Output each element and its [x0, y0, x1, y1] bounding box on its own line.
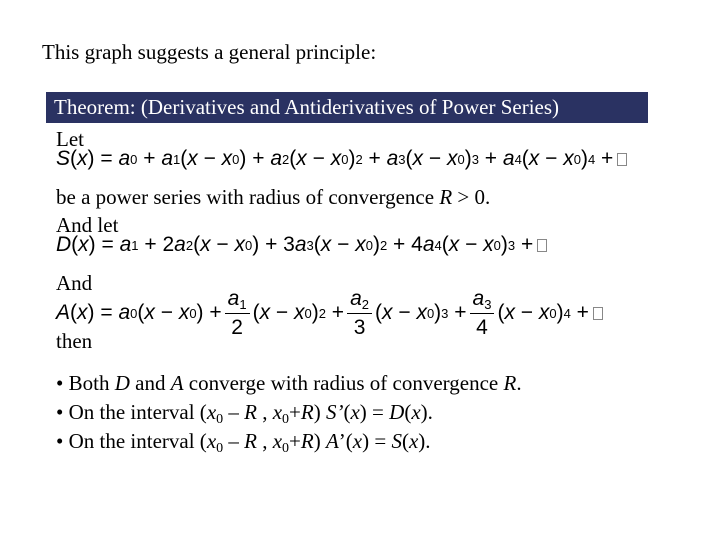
series-description: be a power series with radius of convergence R > 0.	[56, 185, 491, 209]
bullet-2: • On the interval ($x_0$ – R , $x_0+R$) S’(x) = D(x).	[56, 400, 433, 427]
equation-D: D ( x ) = a 1 + 2 a 2 ( x − x 0 ) + 3 a 3 ( x − x 0 ) 2 + 4 a 4 ( x − x 0 ) 3 +	[56, 233, 547, 257]
equation-A: A ( x ) = a 0 ( x − x 0 ) + $\frac{a_1}{2}$ ( x − x 0 ) 2 + $\frac{a_2}{3}$ ( x − x 0 ) 3 + $\frac{a_3}{4}$ ( x − x 0 ) 4 +	[56, 288, 603, 338]
theorem-title-bar: Theorem: (Derivatives and Antiderivatives of Power Series)	[46, 92, 648, 123]
equation-S: S ( x ) = a 0 + a 1 ( x − x 0 ) + a 2 ( x − x 0 ) 2 + a 3 ( x − x 0 ) 3 + a 4 ( x − x 0 ) 4 +	[56, 147, 627, 171]
ellipsis-glyph-icon	[593, 307, 603, 320]
and-let-label: And let	[56, 213, 119, 237]
and-label: And	[56, 271, 93, 295]
ellipsis-glyph-icon	[537, 239, 547, 252]
let-label: Let	[56, 127, 84, 151]
ellipsis-glyph-icon	[617, 153, 627, 166]
bullet-1: • Both D and A converge with radius of convergence R.	[56, 371, 522, 395]
bullet-3: • On the interval ($x_0$ – R , $x_0+R$) A’(x) = S(x).	[56, 429, 431, 456]
then-label: then	[56, 329, 93, 353]
intro-text: This graph suggests a general principle:	[42, 40, 377, 64]
